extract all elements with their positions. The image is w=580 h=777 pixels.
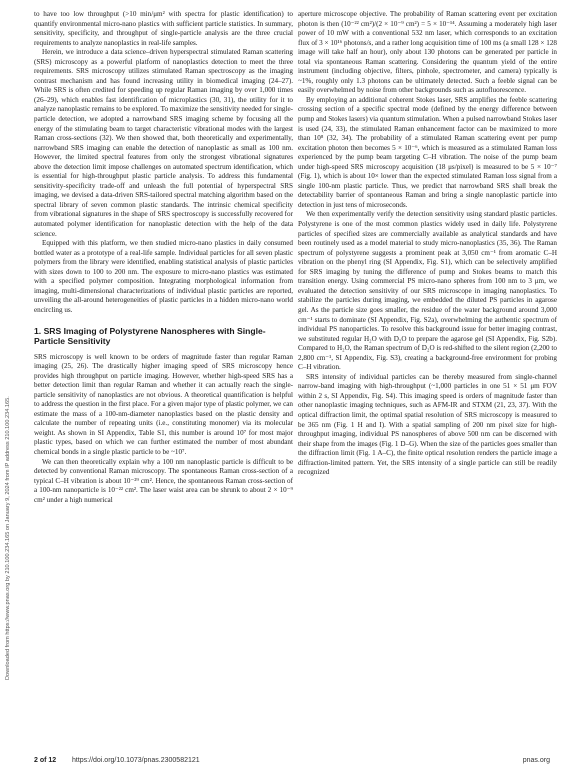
section-number: 1. [34,325,42,336]
section-title: SRS Imaging of Polystyrene Nanospheres with Single-Particle Sensitivity [34,325,266,346]
doi-link[interactable]: https://doi.org/10.1073/pnas.2300582121 [72,757,200,764]
right-column [298,10,557,478]
left-paragraph-4: SRS microscopy is well known to be orders of magnitude faster than regular Raman imaging (25, 26). The drastically higher imaging speed of SRS microscopy hence provides high throughput on particle imaging. However, whether high-speed SRS has a better detection limit than regular Raman and whether it can actually reach the single-particle sensitivity of nanoplastics are not obvious. A theoretical quantification is helpful to address the question in the first place. For a given major type of plastic polymer, we can estimate the mass of a 100-nm-diameter nanoplastics based on the plastic density and calculate the number of repeating units (i.e., constituting monomer) via its molecular weight. As shown in SI Appendix, Table S1, this number is around 10⁷ for most major plastic types, based on which we can further estimated the number of most abundant chemical bonds in a single plastic particle to be ~10⁷. [34,352,293,456]
page-footer [34,757,550,769]
right-paragraph-4: SRS intensity of individual particles can be thereby measured from single-channel narrow-band imaging with high-throughput (~1,000 particles in one 51 × 51 μm FOV within 2 s, SI Appendix, Fig. S4). This imaging speed is orders of magnitude faster than other nanoplastic imaging techniques, such as AFM-IR and STXM (21, 23, 37). With the optical diffraction limit, the optimal spatial resolution of SRS microscopy is measured to be 365 nm (Fig. 1 H and I). With a spatial sampling of 200 nm pixel size for high-throughput imaging, individual PS nanospheres of above 500 nm can be discerned with their shape from the images (Fig. 1 D–G). When the size of the particles goes smaller than the diffraction limit (Fig. 1 A–C), the finite optical resolution renders the particle image a diffraction-limited pattern. Yet, the SRS intensity of a single particle can still be readily recognized [298,372,557,477]
left-paragraph-3: Equipped with this platform, we then studied micro-nano plastics in daily consumed bottled water as a prototype of a real-life sample. Individual particles for all seven plastic polymers from the library were identified, enabling statistical analysis of plastic particles with sizes down to 100 to 200 nm. The exposure to micro-nano plastics was estimated with a specified polymer composition. Integrating morphological information from imaging, multi-dimensional characterizations of individual plastic particles are reported, unveiling the all-around heterogeneities of plastic particles in a hidden micro-nano world encircling us. [34,239,293,314]
right-paragraph-1: aperture microscope objective. The probability of Raman scattering event per excitation photon is then (10⁻²² cm²)/(2 × 10⁻⁹ cm²) = 5 × 10⁻¹⁴. Assuming a moderately high laser power of 10 mW with a conventional 532 nm laser, which corresponds to an excitation flux of 3 × 10¹⁶ photons/s, and a rather long acquisition time of 100 ms (a small 128 × 128 image will take half an hour), only about 130 photons can be generated per particle in total via spontaneous Raman scattering. Considering the quantum yield of the entire instrument (including objective, filters, pinhole, spectrometer, and camera) typically is ~1%, roughly only 1.3 photons can be ultimately detected. Such a feeble signal can be easily overwhelmed by noise from other backgrounds such as autofluorescence. [298,10,557,95]
left-column [34,10,293,505]
right-paragraph-2: By employing an additional coherent Stokes laser, SRS amplifies the feeble scattering crossing section of a specific spectral mode (defined by the energy difference between pump and Stokes lasers) via quantum stimulation. When a pulsed narrowband Stokes laser is used (24, 33), the stimulated Raman enhancement factor can be maximized to more than 10⁸ (32, 34). The probability of a stimulated Raman scattering event per pump excitation photon then becomes 5 × 10⁻⁶, which is measured as a stimulated Raman loss experienced by the pump beam targeting C–H vibration. The noise of the pump beam under high-speed SRS microscopy acquisition (18 μs/pixel) is measured to be 5 × 10⁻⁷ (Fig. 1), which is about 10× lower than the expected stimulated Raman loss signal from a single 100-nm plastic particle. Thus, we predict that narrowband SRS shall break the detectability barrier of spontaneous Raman and bring a single nanoplastic particle into detection in just tens of microseconds. [298,95,557,209]
section-heading [34,326,293,347]
download-notice [3,150,15,680]
download-notice-text: Downloaded from https://www.pnas.org by 210.100.234.165 on January 9, 2024 from IP address 210.100.234.165. [5,396,11,680]
left-paragraph-5: We can then theoretically explain why a 100 nm nanoplastic particle is difficult to be detected by conventional Raman microscopy. The spontaneous Raman cross-section of a typical C–H vibration is about 10⁻²⁹ cm². Hence, the spontaneous Raman cross-section of a 100-nm nanoparticle is 10⁻²² cm². The laser waist area can be shrunk to about 2 × 10⁻⁹ cm² under a high numerical [34,457,293,504]
left-paragraph-1: to have too low throughput (>10 min/μm² with spectra for plastic identification) to quantify environmental micro-nano plastics with sufficient particle statistics. In summary, sensitivity, specificity, and throughput of single-particle analysis are the three crucial requirements to analyze nanoplastics in real-life samples. [34,10,293,47]
journal-link[interactable]: pnas.org [522,757,550,764]
left-paragraph-2: Herein, we introduce a data science–driven hyperspectral stimulated Raman scattering (SRS) microscopy as a powerful platform of nanoplastics detection to meet the three requirements. SRS microscopy utilizes stimulated Raman spectroscopy as the imaging contrast mechanism and has found increasing utility in biomedical imaging (24–27). While SRS is often credited for speeding up regular Raman imaging by over 1,000 times (26–29), which enables fast identification of microplastics (30, 31), the utility for it to analyze nanoplastic remains to be explored. To maximize the sensitivity needed for single-particle detection, we adopted a narrowband SRS imaging scheme by focusing all the energy of the stimulating beam to target characteristic vibrational modes with the largest Raman cross-sections (32). We then showed that, both theoretically and experimentally, narrowband SRS imaging can enable the detection of nanoplastic as small as 100 nm. However, the limited spectral features from only the strongest vibrational signatures above the detection limit impose challenges on automated spectrum identification, which is essential for high-throughput plastic particle analysis. To address this fundamental sensitivity-specificity trade-off and unleash the full potential of hyperspectral SRS imaging, we devised a data-driven SRS-tailored spectral matching algorithm based on the spectral library of seven common plastic standards. The intrinsic chemical specificity from vibrational signatures in the shape of SRS spectroscopy is successfully recovered for automated polymer identification for nanoplastic detection with the help of the data science. [34,48,293,238]
page-number: 2 of 12 [34,757,57,764]
right-paragraph-3: We then experimentally verify the detection sensitivity using standard plastic particles. Polystyrene is one of the most common plastics widely used in daily life. Polystyrene particles of specified sizes are commercially available as analytical standards and have been routinely used as a model material to study micro-nanoplastics (35, 36). The Raman spectrum of polystyrene suggests a prominent peak at 3,050 cm⁻¹ from aromatic C–H vibration on the phenyl ring (SI Appendix, Fig. S1), which can be selectively amplified for SRS imaging by tuning the difference of pump and Stokes beams to match this transition energy. Using commercial PS micro-nano spheres from 100 nm to 3 μm, we evaluated the detection sensitivity of our SRS microscope in imaging nanoplastics. To stabilize the particles during imaging, we embedded the diluted PS particles in agarose gel. As the particle size goes smaller, the residue of the water background around 3,000 cm⁻¹ starts to dominate (SI Appendix, Fig. S2a), overwhelming the authentic spectrum of individual PS nanoparticles. To resolve this background issue for better imaging contrast, we substituted regular H₂O with D₂O to prepare the agarose gel (SI Appendix, Fig. S2b). Compared to H₂O, the Raman spectrum of D₂O is red-shifted to the silent region (2,200 to 2,800 cm⁻¹, SI Appendix, Fig. S3), creating a background-free environment for probing C–H vibration. [298,210,557,372]
